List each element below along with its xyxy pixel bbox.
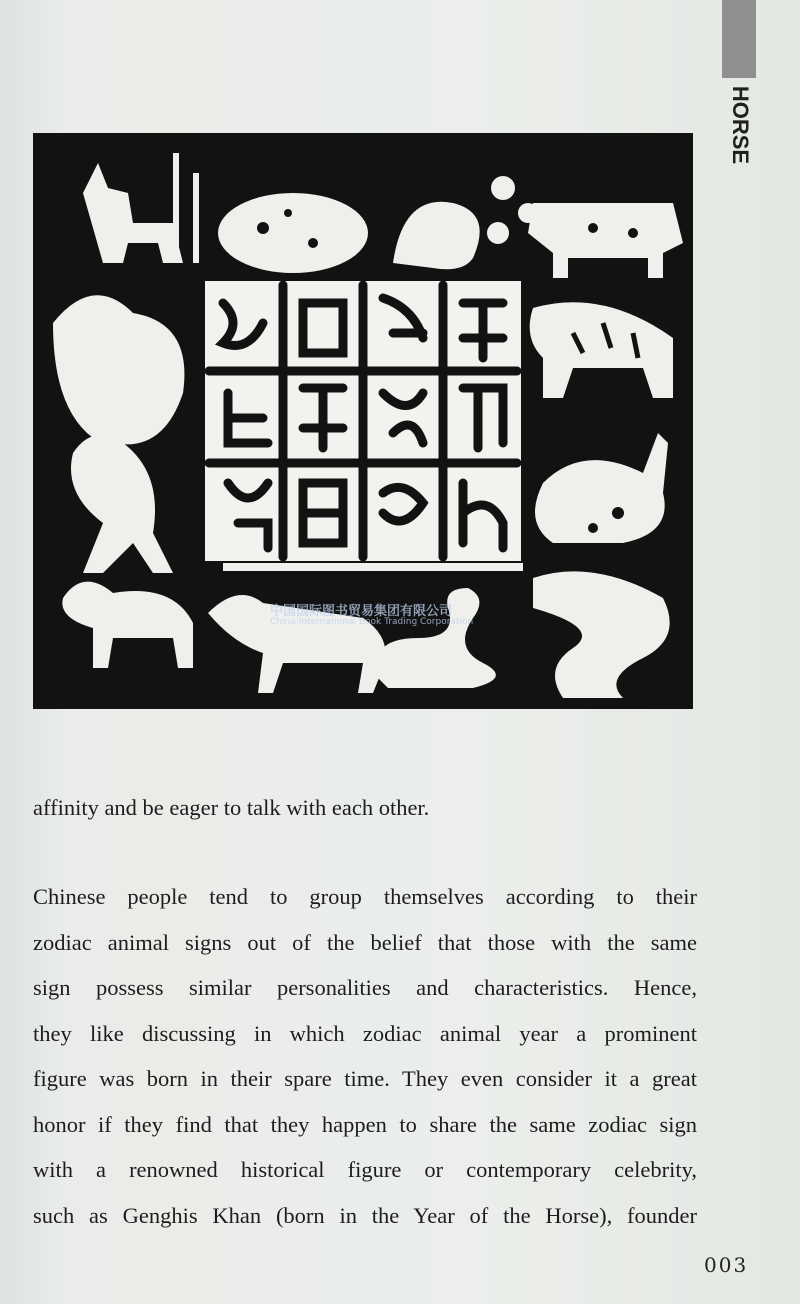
text-line: figure was born in their spare time. They even consider it a great [33,1066,697,1091]
text-line: with a renowned historical figure or contemporary celebrity, [33,1157,697,1182]
paragraph-main [33,874,697,1238]
section-tab-label: HORSE [728,85,753,165]
watermark-text [270,606,560,640]
text-line: sign possess similar personalities and characteristics. Hence, [33,975,697,1000]
section-tab-bar [722,0,756,78]
text-line: they like discussing in which zodiac animal year a prominent [33,1020,697,1046]
text-line: zodiac animal signs out of the belief that those with the same [33,929,697,955]
watermark-line2: China International Book Trading Corporation [270,617,474,627]
text-line: affinity and be eager to talk with each other. [33,795,430,820]
watermark-line1: 中国国际图书贸易集团有限公司 [270,604,453,619]
text-line: honor if they find that they happen to share the same zodiac sign [33,1111,697,1137]
text-line: such as Genghis Khan (born in the Year of the Horse), founder [33,1202,697,1228]
page-number: 003 [704,1253,749,1277]
text-line: Chinese people tend to group themselves according to their [33,884,697,909]
paragraph-continuation [33,785,697,831]
